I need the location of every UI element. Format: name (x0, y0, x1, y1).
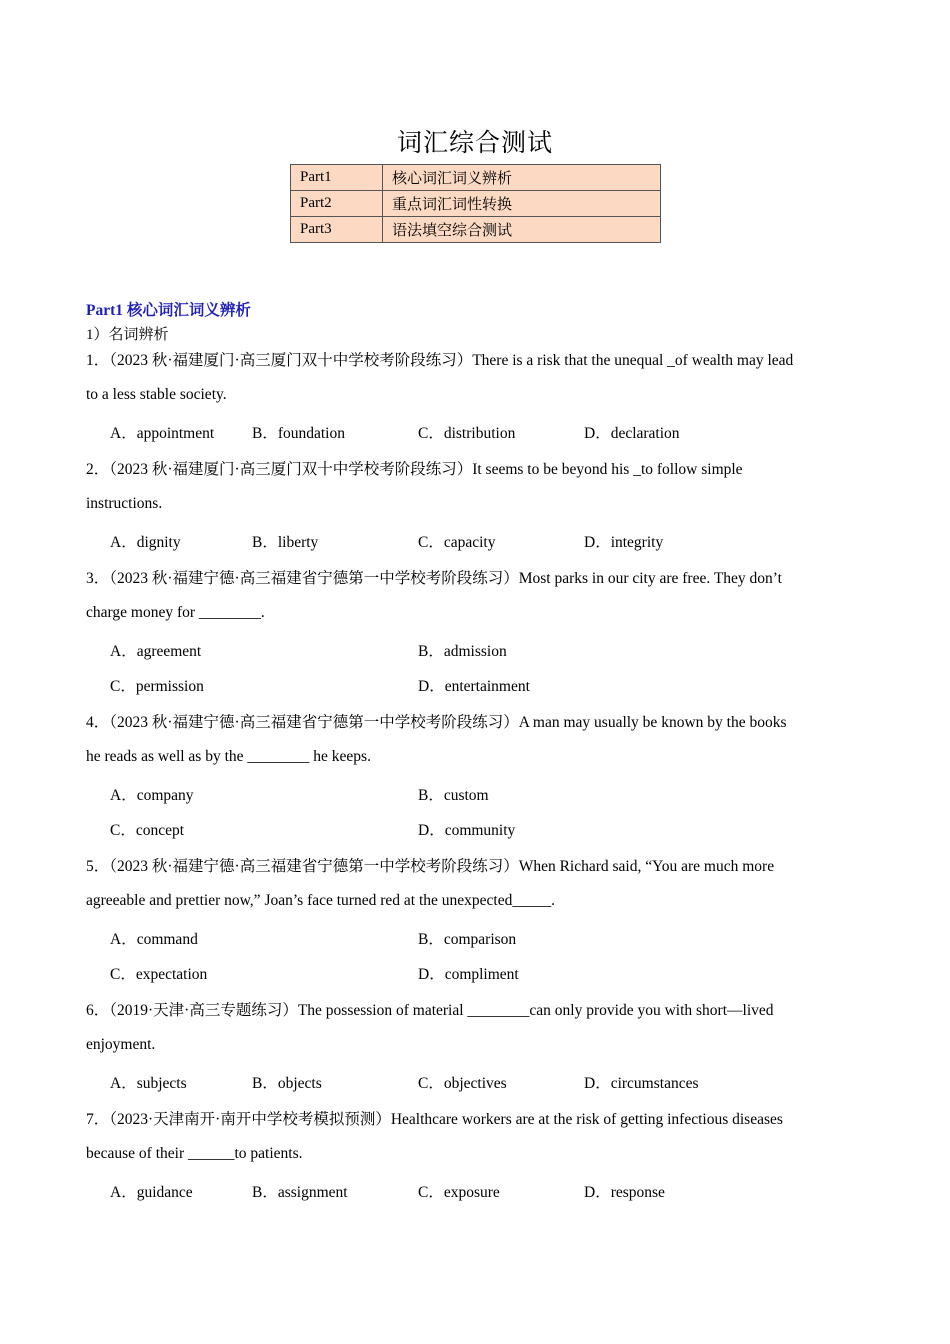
question-1-line-1: 1．（2023 秋·福建厦门·高三厦门双十中学校考阶段练习）There is a risk that the unequal _of wealth may lead (86, 352, 794, 369)
question-5-option-d: D．compliment (418, 966, 519, 983)
question-6-line-1: 6．（2019·天津·高三专题练习）The possession of material ________can only provide you with short—lived (86, 1002, 774, 1019)
question-2-option-a: A．dignity (110, 534, 181, 551)
question-4-option-d: D．community (418, 822, 516, 839)
question-3-line-2: charge money for ________. (86, 604, 265, 621)
question-2-line-1: 2．（2023 秋·福建厦门·高三厦门双十中学校考阶段练习）It seems to be beyond his _to follow simple (86, 461, 743, 478)
toc-part: Part1 (291, 165, 383, 191)
question-5-option-c: C．expectation (110, 966, 208, 983)
question-7-option-d: D．response (584, 1184, 665, 1201)
question-4-option-a: A．company (110, 787, 194, 804)
section-subhead: 1）名词辨析 (86, 327, 169, 343)
question-6-option-c: C．objectives (418, 1075, 507, 1092)
toc-name: 核心词汇词义辨析 (383, 165, 661, 191)
page-title: 词汇综合测试 (396, 130, 553, 157)
question-3-option-a: A．agreement (110, 643, 202, 660)
question-1-option-c: C．distribution (418, 425, 516, 442)
toc-row (291, 191, 661, 217)
question-4-option-c: C．concept (110, 822, 185, 839)
question-6-line-2: enjoyment. (86, 1036, 156, 1053)
question-4-line-1: 4．（2023 秋·福建宁德·高三福建省宁德第一中学校考阶段练习）A man may usually be known by the books (86, 714, 787, 731)
toc-name: 语法填空综合测试 (383, 217, 661, 243)
question-3-option-c: C．permission (110, 678, 204, 695)
question-6-option-a: A．subjects (110, 1075, 187, 1092)
question-5-option-a: A．command (110, 931, 198, 948)
question-6-option-d: D．circumstances (584, 1075, 699, 1092)
question-3-line-1: 3．（2023 秋·福建宁德·高三福建省宁德第一中学校考阶段练习）Most parks in our city are free. They don’t (86, 570, 782, 587)
question-7-option-b: B．assignment (252, 1184, 348, 1201)
question-7-line-2: because of their ______to patients. (86, 1145, 303, 1162)
question-3-option-b: B．admission (418, 643, 507, 660)
toc-table (290, 164, 661, 243)
question-3-option-d: D．entertainment (418, 678, 530, 695)
question-1-option-d: D．declaration (584, 425, 680, 442)
question-5-line-1: 5．（2023 秋·福建宁德·高三福建省宁德第一中学校考阶段练习）When Richard said, “You are much more (86, 858, 775, 875)
section-title: Part1 核心词汇词义辨析 (86, 302, 251, 319)
question-4-line-2: he reads as well as by the ________ he keeps. (86, 748, 371, 765)
question-2-line-2: instructions. (86, 495, 163, 512)
question-7-option-a: A．guidance (110, 1184, 193, 1201)
question-2-option-b: B．liberty (252, 534, 319, 551)
question-4-option-b: B．custom (418, 787, 489, 804)
question-7-line-1: 7．（2023·天津南开·南开中学校考模拟预测）Healthcare workers are at the risk of getting infectious diseases (86, 1111, 783, 1128)
toc-part: Part3 (291, 217, 383, 243)
toc-name: 重点词汇词性转换 (383, 191, 661, 217)
question-5-option-b: B．comparison (418, 931, 517, 948)
question-5-line-2: agreeable and prettier now,” Joan’s face turned red at the unexpected_____. (86, 892, 555, 909)
question-1-option-a: A．appointment (110, 425, 215, 442)
toc-row (291, 165, 661, 191)
toc-row (291, 217, 661, 243)
question-1-line-2: to a less stable society. (86, 386, 227, 403)
question-2-option-d: D．integrity (584, 534, 664, 551)
toc-part: Part2 (291, 191, 383, 217)
question-2-option-c: C．capacity (418, 534, 496, 551)
question-6-option-b: B．objects (252, 1075, 322, 1092)
question-7-option-c: C．exposure (418, 1184, 500, 1201)
question-1-option-b: B．foundation (252, 425, 345, 442)
